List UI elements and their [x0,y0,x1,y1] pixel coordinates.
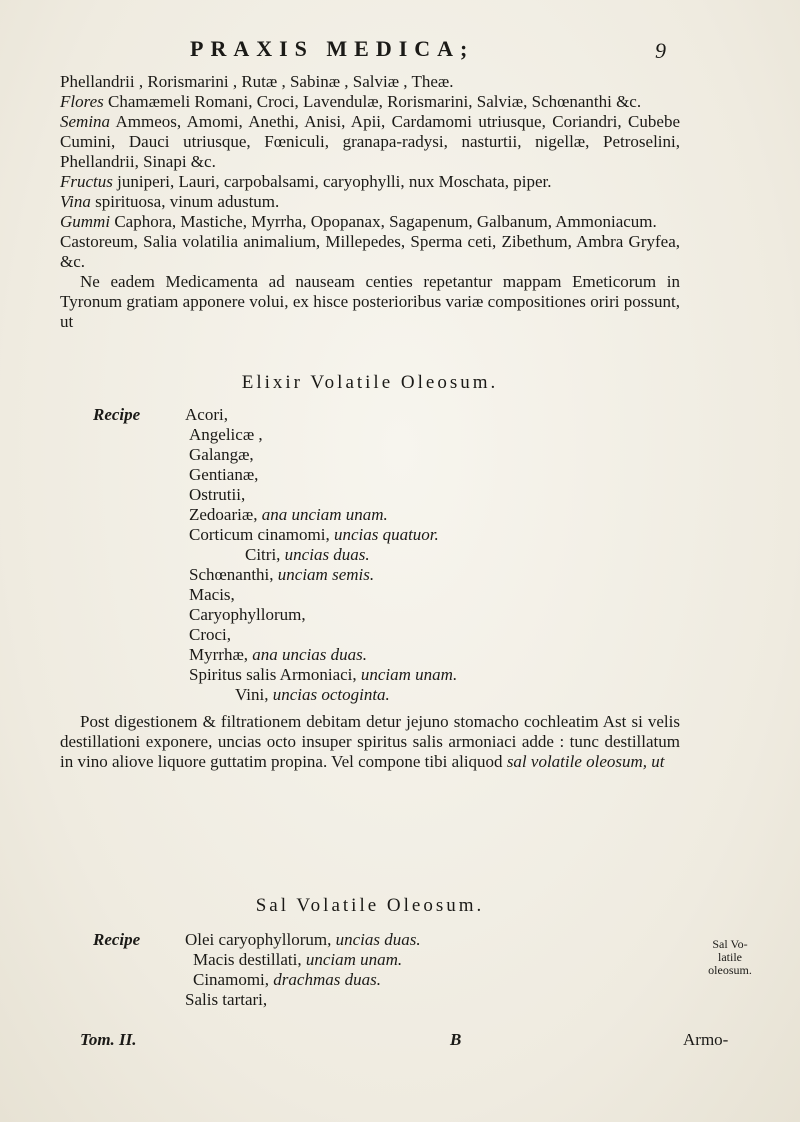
intro-line: Gummi Caphora, Mastiche, Myrrha, Opopanax, Sagapenum, Galbanum, Ammoniacum. [60,212,657,231]
directions-text: Post digestionem & filtrationem debitam detur jejuno stomacho cochleatim Ast si velis destillationi exponere, uncias octo insuper spiritus salis armoniaci adde : tunc destillatum in vino aliove liquore guttatim propina. Vel compone tibi aliquod sal volatile oleosum, ut [60,712,680,771]
ingredient-item: Schœnanthi, unciam semis. [189,565,375,584]
ingredient-item: Vini, uncias octoginta. [235,685,390,704]
intro-line: Phellandrii , Rorismarini , Rutæ , Sabinæ , Salviæ , Theæ. [60,72,454,91]
intro-line: Fructus juniperi, Lauri, carpobalsami, caryophylli, nux Moschata, piper. [60,172,552,191]
running-head: PRAXIS MEDICA; [190,36,475,61]
intro-line: Semina Ammeos, Amomi, Anethi, Anisi, Apii, Cardamomi utriusque, Coriandri, Cubebe Cumini, Dauci utriusque, Fœniculi, granapa-radysi, nasturtii, nigellæ, Petroselini, Phellandrii, Sinapi &c. [60,112,680,171]
ingredient-item: Angelicæ , [189,425,263,444]
volume-mark: Tom. II. [80,1030,137,1049]
folio-number: 9 [655,38,666,63]
margin-note: Sal Vo- latile oleosum. [708,937,752,977]
intro-line: Castoreum, Salia volatilia animalium, Millepedes, Sperma ceti, Zibethum, Ambra Gryfea, &c. [60,232,680,271]
ingredient-list [185,930,421,1010]
ingredient-item: Caryophyllorum, [189,605,306,624]
ingredient-item: Corticum cinamomi, uncias quatuor. [189,525,439,544]
catchword: Armo- [683,1030,729,1049]
ingredient-item: Galangæ, [189,445,254,464]
recipe-label: Recipe [93,930,141,949]
recipe-label: Recipe [93,405,141,424]
intro-line: Ne eadem Medicamenta ad nauseam centies repetantur mappam Emeticorum in Tyronum gratiam apponere volui, ex hisce posterioribus variæ compositiones oriri possunt, ut [60,272,680,331]
ingredient-list [185,405,457,705]
ingredient-item: Macis, [189,585,235,604]
ingredient-item: Macis destillati, unciam unam. [193,950,403,969]
signature-mark: B [450,1030,462,1049]
intro-line: Vina spirituosa, vinum adustum. [60,192,280,211]
section-title-elixir: Elixir Volatile Oleosum. [241,372,499,393]
intro-text [60,72,680,332]
ingredient-item: Myrrhæ, ana uncias duas. [189,645,368,664]
ingredient-item: Olei caryophyllorum, uncias duas. [185,930,421,949]
section-title-sal: Sal Volatile Oleosum. [255,895,485,916]
ingredient-item: Spiritus salis Armoniaci, unciam unam. [189,665,458,684]
intro-line: Flores Chamæmeli Romani, Croci, Lavendulæ, Rorismarini, Salviæ, Schœnanthi &c. [60,92,642,111]
ingredient-item: Ostrutii, [189,485,246,504]
ingredient-item: Salis tartari, [185,990,268,1009]
ingredient-item: Cinamomi, drachmas duas. [193,970,381,989]
ingredient-item: Citri, uncias duas. [245,545,370,564]
ingredient-item: Acori, [185,405,228,424]
ingredient-item: Gentianæ, [189,465,259,484]
ingredient-item: Croci, [189,625,232,644]
ingredient-item: Zedoariæ, ana unciam unam. [189,505,388,524]
